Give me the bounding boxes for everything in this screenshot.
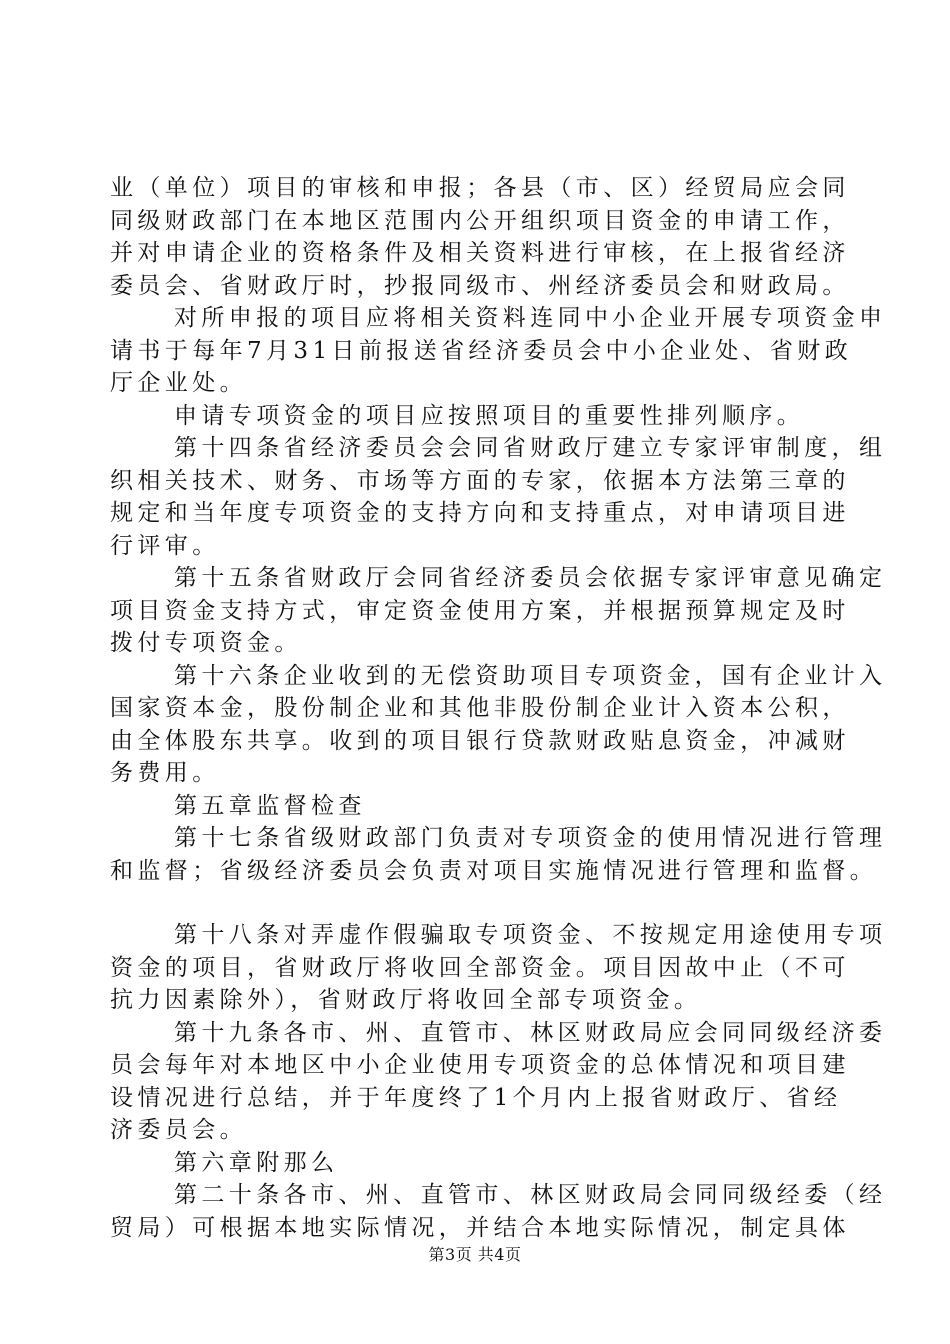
text-line: 贸局）可根据本地实际情况，并结合本地实际情况，制定具体	[110, 1214, 850, 1241]
page-number-footer: 第3页 共4页	[428, 1245, 522, 1264]
paragraph-start: 对所申报的项目应将相关资料连同中小企业开展专项资金申	[174, 305, 887, 331]
paragraph-gap	[110, 887, 840, 919]
text-line: 济委员会。	[110, 1117, 247, 1143]
text-line: 委员会、省财政厅时，抄报同级市、州经济委员会和财政局。	[110, 272, 850, 299]
text-line: 和监督；省级经济委员会负责对项目实施情况进行管理和监督。	[110, 857, 878, 884]
chapter-6-heading: 第六章附那么	[174, 1149, 339, 1176]
text-line: 拨付专项资金。	[110, 630, 302, 656]
text-line: 务费用。	[110, 760, 220, 786]
article-19-start: 第十九条各市、州、直管市、林区财政局应会同同级经济委	[174, 1019, 887, 1046]
text-line: 规定和当年度专项资金的支持方向和支持重点，对申请项目进	[110, 500, 850, 526]
text-line: 行评审。	[110, 532, 220, 559]
article-14-start: 第十四条省经济委员会会同省财政厅建立专家评审制度，组	[174, 435, 887, 461]
text-line: 厅企业处。	[110, 370, 247, 396]
text-line: 资金的项目，省财政厅将收回全部资金。项目因故中止（不可	[110, 954, 850, 981]
text-line: 设情况进行总结，并于年度终了1个月内上报省财政厅、省经	[110, 1084, 842, 1111]
text-line: 员会每年对本地区中小企业使用专项资金的总体情况和项目建	[110, 1052, 850, 1078]
article-15-start: 第十五条省财政厅会同省经济委员会依据专家评审意见确定	[174, 565, 887, 591]
article-20-start: 第二十条各市、州、直管市、林区财政局会同同级经委（经	[174, 1182, 887, 1208]
article-16-start: 第十六条企业收到的无偿资助项目专项资金，国有企业计入	[174, 662, 887, 689]
article-18-start: 第十八条对弄虚作假骗取专项资金、不按规定用途使用专项	[174, 922, 887, 948]
article-17-start: 第十七条省级财政部门负责对专项资金的使用情况进行管理	[174, 825, 887, 851]
text-line: 由全体股东共享。收到的项目银行贷款财政贴息资金，冲减财	[110, 727, 850, 754]
text-line: 并对申请企业的资格条件及相关资料进行审核，在上报省经济	[110, 240, 850, 266]
text-line: 项目资金支持方式，审定资金使用方案，并根据预算规定及时	[110, 597, 850, 624]
text-line: 织相关技术、财务、市场等方面的专家，依据本方法第三章的	[110, 467, 850, 494]
text-line: 业（单位）项目的审核和申报；各县（市、区）经贸局应会同	[110, 175, 850, 201]
text-line: 同级财政部门在本地区范围内公开组织项目资金的申请工作，	[110, 207, 850, 234]
paragraph-start: 申请专项资金的项目应按照项目的重要性排列顺序。	[174, 402, 805, 429]
chapter-5-heading: 第五章监督检查	[174, 792, 366, 819]
text-line: 请书于每年7月31日前报送省经济委员会中小企业处、省财政	[110, 337, 853, 364]
text-line: 抗力因素除外），省财政厅将收回全部专项资金。	[110, 987, 702, 1013]
document-body	[110, 172, 887, 1244]
text-line: 国家资本金，股份制企业和其他非股份制企业计入资本公积，	[110, 695, 850, 721]
